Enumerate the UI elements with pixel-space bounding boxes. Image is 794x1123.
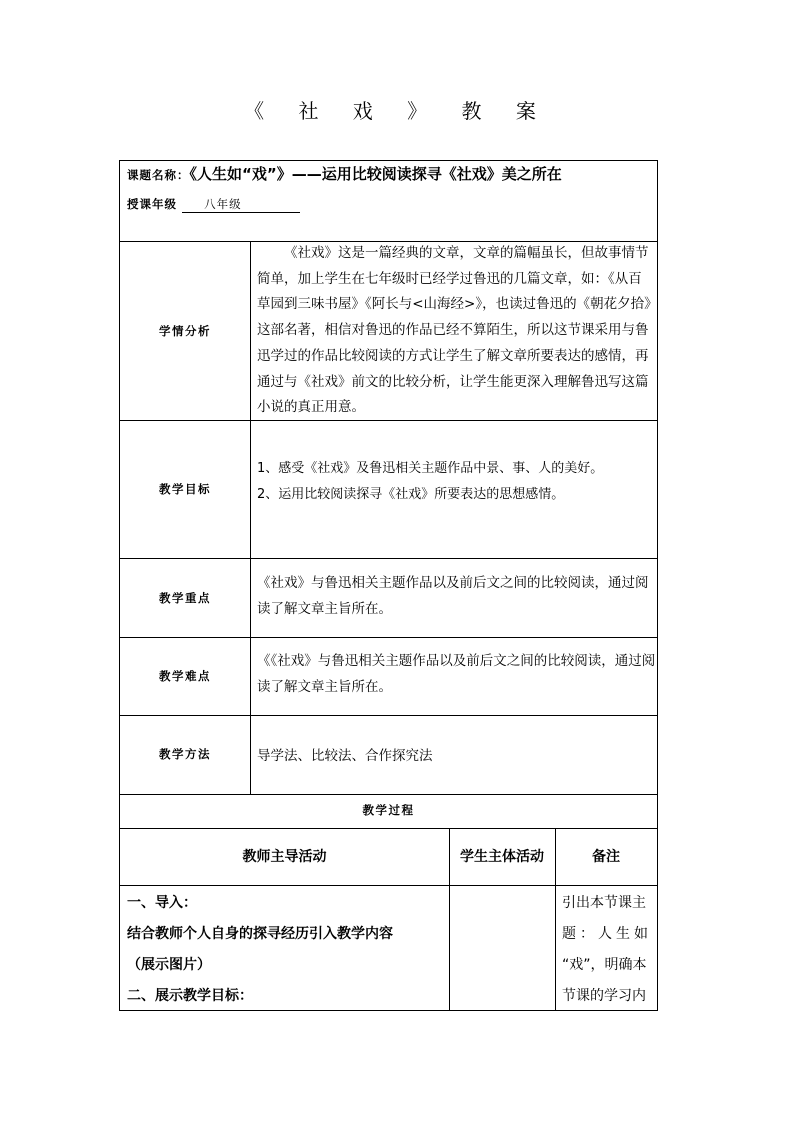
topic-row xyxy=(127,163,562,184)
grade-label: 授课年级 xyxy=(127,197,177,211)
goal-item: 1、感受《社戏》及鲁迅相关主题作品中景、事、人的美好。 xyxy=(257,461,604,476)
teacher-activity-line: 一、导入： xyxy=(127,895,197,911)
teacher-activity-line: 二、展示教学目标： xyxy=(127,988,253,1004)
column-header-student: 学生主体活动 xyxy=(460,849,544,865)
remark-line: “戏”，明确本 xyxy=(562,957,647,973)
row-divider xyxy=(120,558,657,559)
section-label-mubiao: 教学目标 xyxy=(159,482,211,496)
column-header-teacher: 教师主导活动 xyxy=(242,849,327,865)
column-divider xyxy=(250,241,251,794)
section-label-zhongdian: 教学重点 xyxy=(159,591,211,605)
column-header-remark: 备注 xyxy=(592,849,620,865)
page-title: 《 社 戏 》 教 案 xyxy=(244,99,550,123)
section-text-nandian: 《《社戏》与鲁迅相关主题作品以及前后文之间的比较阅读，通过阅读了解文章主旨所在。 xyxy=(257,653,656,695)
topic-title: 《人生如“戏”》——运用比较阅读探寻《社戏》美之所在 xyxy=(189,165,562,183)
row-divider xyxy=(120,794,657,795)
row-divider xyxy=(120,637,657,638)
section-label-fangfa: 教学方法 xyxy=(159,747,211,761)
process-heading: 教学过程 xyxy=(362,803,415,817)
teacher-activity-line: 结合教师个人自身的探寻经历引入教学内容 xyxy=(127,926,393,942)
row-divider xyxy=(120,715,657,716)
section-text-xueqing: 《社戏》这是一篇经典的文章，文章的篇幅虽长，但故事情节简单，加上学生在七年级时已经学过鲁迅的几篇文章，如：《从百草园到三味书屋》《阿长与<山海经>》，也读过鲁迅的《朝花夕拾》这部名著，相信对鲁迅的作品已经不算陌生，所以这节课采用与鲁迅学过的作品比较阅读的方式让学生了解文章所要表达的感情，再通过与《社戏》前文的比较分析，让学生能更深入理解鲁迅写这篇小说的真正用意。 xyxy=(257,245,651,416)
section-text-zhongdian: 《社戏》与鲁迅相关主题作品以及前后文之间的比较阅读，通过阅读了解文章主旨所在。 xyxy=(257,575,649,617)
row-divider xyxy=(120,885,657,886)
goal-item: 2、运用比较阅读探寻《社戏》所要表达的思想感情。 xyxy=(257,487,565,502)
remark-line: 题：人生如 xyxy=(562,926,652,942)
teacher-activity-line: （展示图片） xyxy=(127,957,211,973)
section-label-nandian: 教学难点 xyxy=(159,669,211,683)
topic-label: 课题名称： xyxy=(127,168,190,182)
grade-row xyxy=(127,193,300,213)
remark-line: 节课的学习内 xyxy=(562,988,646,1004)
remark-line: 引出本节课主 xyxy=(562,895,646,911)
row-divider xyxy=(120,828,657,829)
lesson-plan-table xyxy=(119,160,658,1011)
section-label-xueqing: 学情分析 xyxy=(159,324,211,338)
section-text-fangfa: 导学法、比较法、合作探究法 xyxy=(257,748,433,764)
grade-value: 八年级 xyxy=(182,196,300,213)
